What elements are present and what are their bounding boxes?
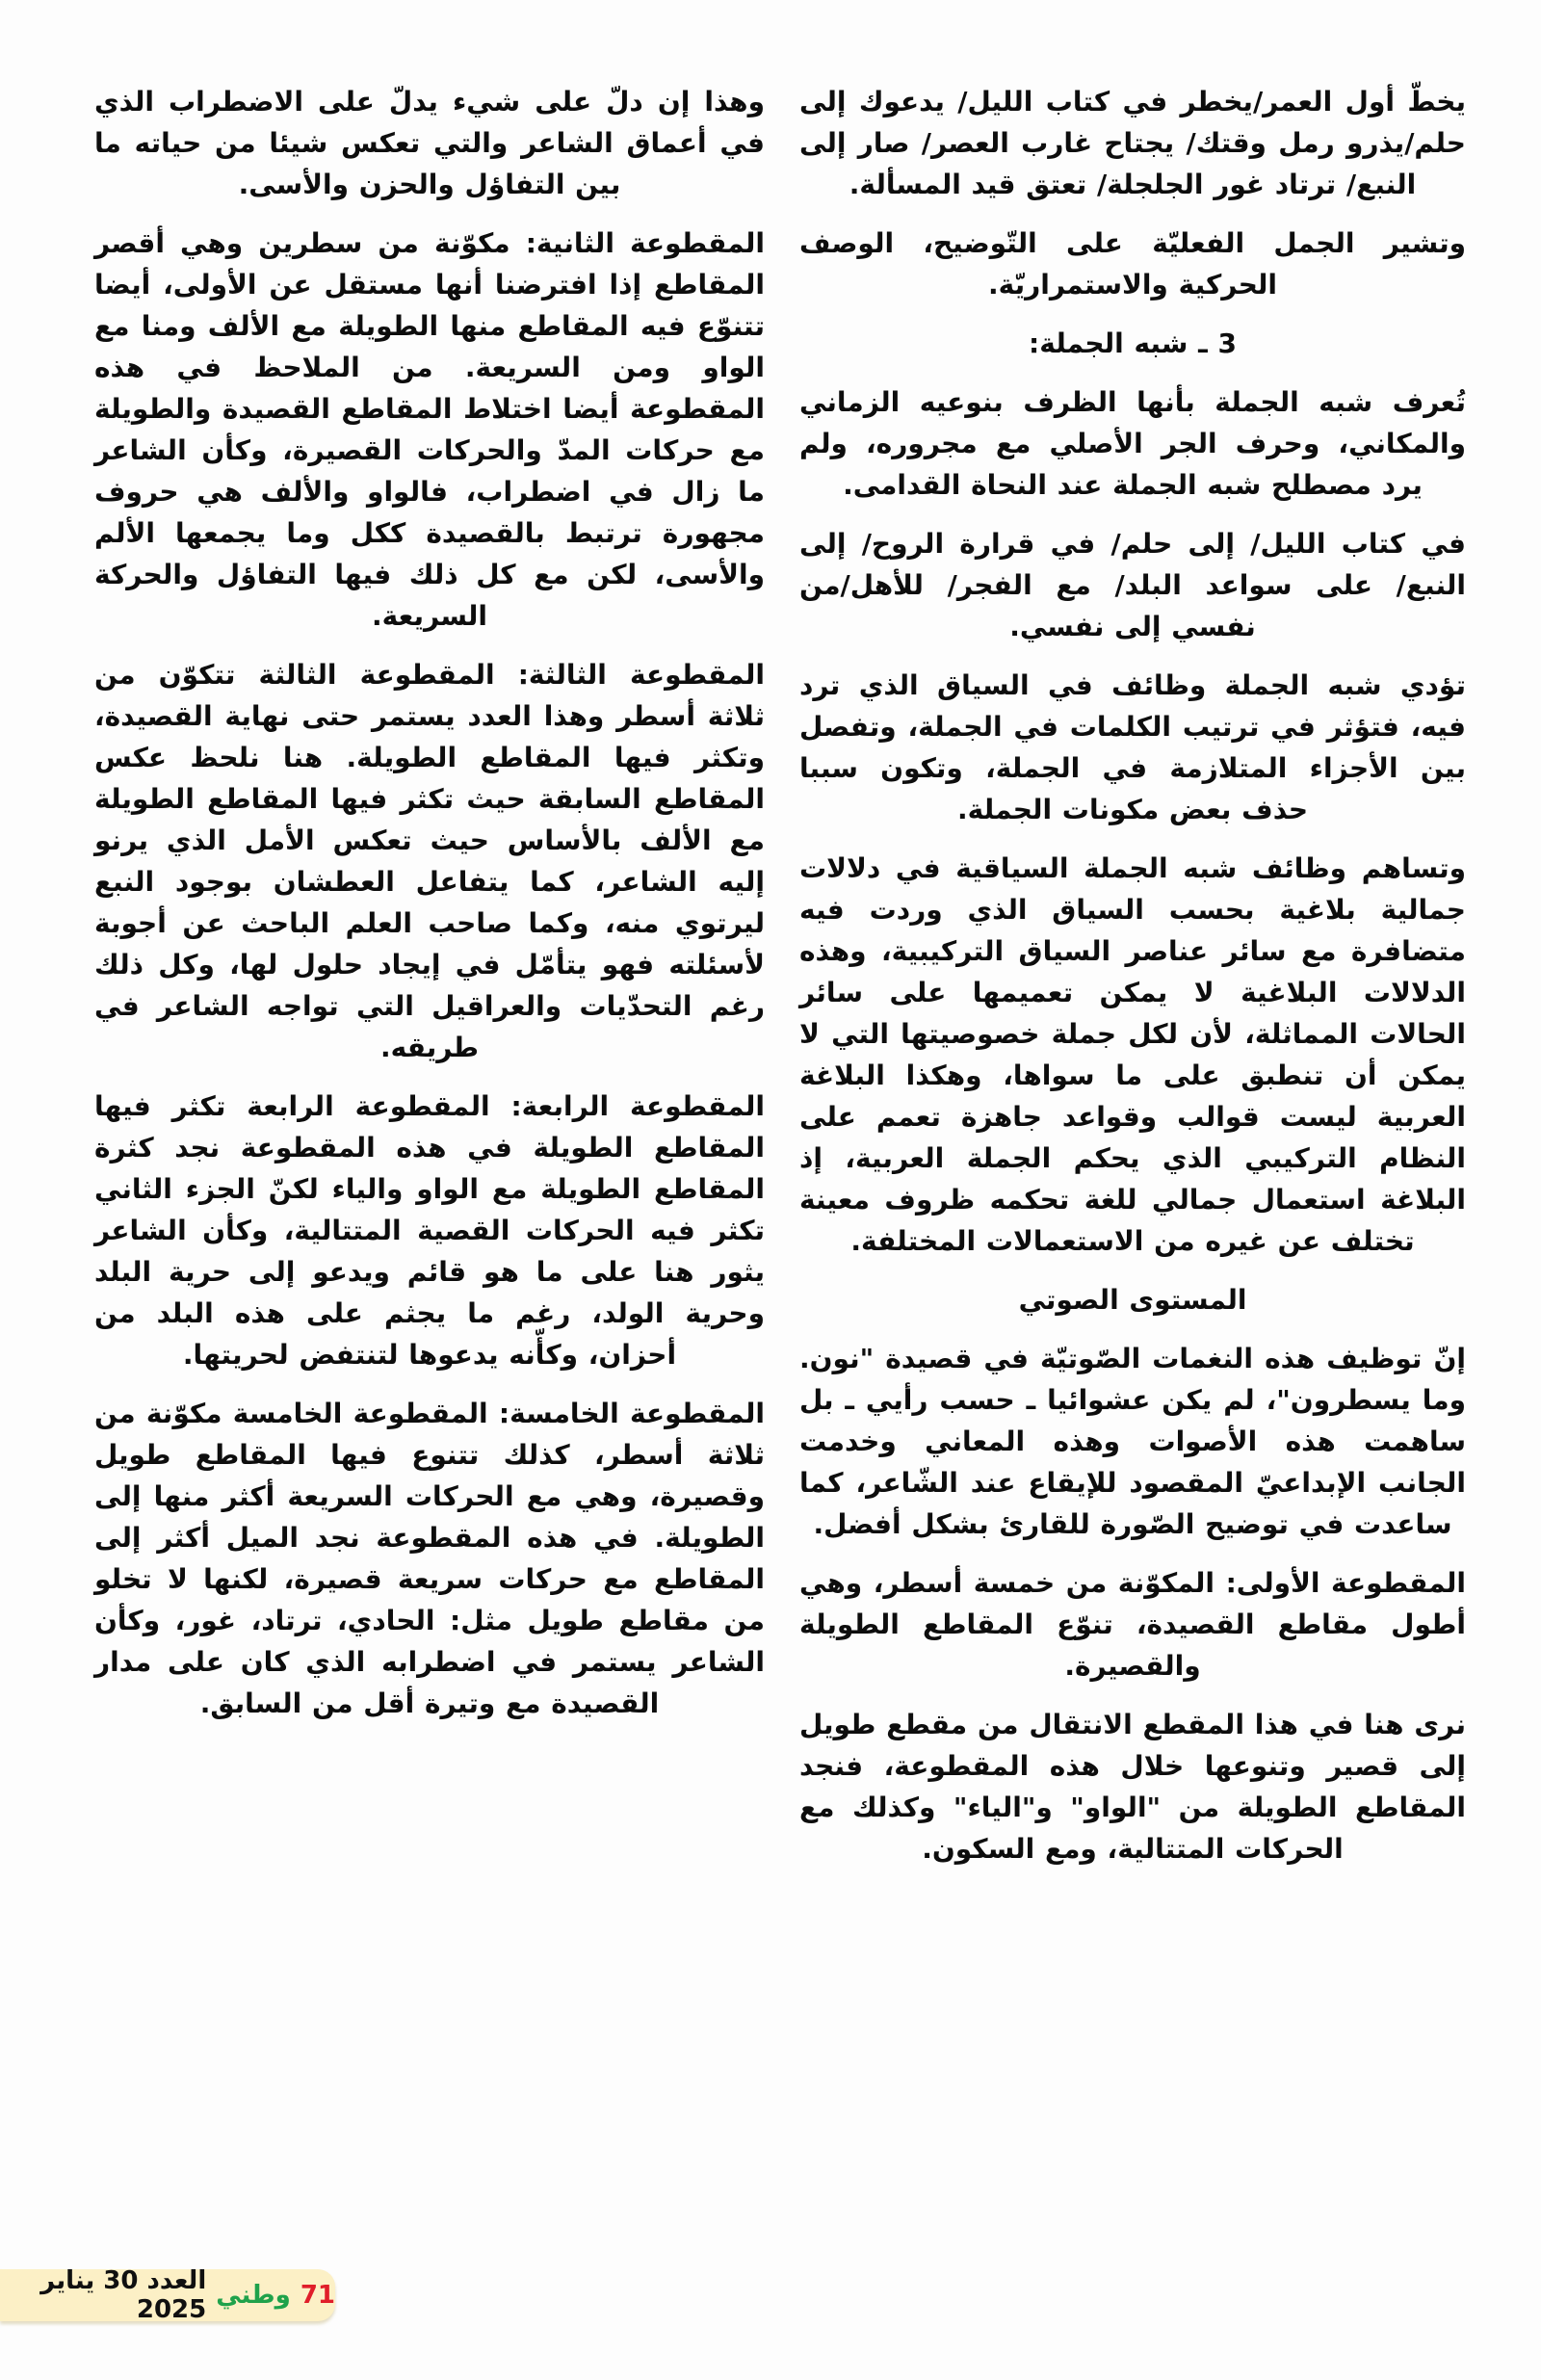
issue-date-label: العدد 30 يناير 2025 [40, 2266, 207, 2324]
paragraph: تُعرف شبه الجملة بأنها الظرف بنوعيه الزماني والمكاني، وحرف الجر الأصلي مع مجروره، ولم يرد مصطلح شبه الجملة عند النحاة القدامى. [799, 386, 1466, 501]
paragraph: إنّ توظيف هذه النغمات الصّوتيّة في قصيدة "نون. وما يسطرون"، لم يكن عشوائيا ـ حسب رأيي ـ بل ساهمت هذه الأصوات وهذه المعاني وخدمت الجانب الإبداعيّ المقصود للإيقاع عند الشّاعر، كما ساعدت في توضيح الصّورة للقارئ بشكل أفضل. [799, 1343, 1466, 1540]
column-left [94, 81, 765, 1887]
paragraph: المقطوعة الأولى: المكوّنة من خمسة أسطر، وهي أطول مقاطع القصيدة، تنوّع المقاطع الطويلة والقصيرة. [799, 1567, 1466, 1682]
paragraph: المقطوعة الرابعة: المقطوعة الرابعة تكثر فيها المقاطع الطويلة في هذه المقطوعة نجد كثرة المقاطع الطويلة مع الواو والياء لكنّ الجزء الثاني تكثر فيه الحركات القصية المتتالية، وكأن الشاعر يثور هنا على ما هو قائم ويدعو إلى حرية البلد وحرية الولد، رغم ما يجثم على هذه البلد من أحزان، وكأّنه يدعوها لتنتفض لحريتها. [94, 1090, 765, 1371]
page-footer [0, 2266, 335, 2324]
paragraph: وتساهم وظائف شبه الجملة السياقية في دلالات جمالية بلاغية بحسب السياق الذي وردت فيه متضافرة مع سائر عناصر السياق التركيبية، وهذه الدلالات البلاغية لا يمكن تعميمها على سائر الحالات المماثلة، لأن لكل جملة خصوصيتها التي لا يمكن أن تنطبق على ما سواها، وهكذا البلاغة العربية ليست قوالب وقواعد جاهزة تعمم على النظام التركيبي الذي يحكم الجملة العربية، إذ البلاغة استعمال جمالي للغة تحكمه ظروف معينة تختلف عن غيره من الاستعمالات المختلفة. [799, 852, 1466, 1257]
paragraph: المقطوعة الثالثة: المقطوعة الثالثة تتكوّن من ثلاثة أسطر وهذا العدد يستمر حتى نهاية القصيدة، وتكثر فيها المقاطع الطويلة. هنا نلحظ عكس المقاطع السابقة حيث تكثر فيها المقاطع الطويلة مع الألف بالأساس حيث تعكس الأمل الذي يرنو إليه الشاعر، كما يتفاعل العطشان بوجود النبع ليرتوي منه، وكما صاحب العلم الباحث عن أجوبة لأسئلته فهو يتأمّل في إيجاد حلول لها، وكل ذلك رغم التحدّيات والعراقيل التي تواجه الشاعر في طريقه. [94, 659, 765, 1063]
paragraph: وتشير الجمل الفعليّة على التّوضيح، الوصف الحركية والاستمراريّة. [799, 227, 1466, 301]
paragraph: يخطّ أول العمر/يخطر في كتاب الليل/ يدعوك إلى حلم/يذرو رمل وقتك/ يجتاح غارب العصر/ صار إلى النبع/ ترتاد غور الجلجلة/ تعتق قيد المسألة. [799, 86, 1466, 200]
paragraph: نرى هنا في هذا المقطع الانتقال من مقطع طويل إلى قصير وتنوعها خلال هذه المقطوعة، فنجد المقاطع الطويلة من "الواو" و"الياء" وكذلك مع الحركات المتتالية، ومع السكون. [799, 1709, 1466, 1865]
column-right [799, 81, 1466, 1887]
page-number: 71 [300, 2281, 335, 2310]
paragraph: وهذا إن دلّ على شيء يدلّ على الاضطراب الذي في أعماق الشاعر والتي تعكس شيئا من حياته ما بين التفاؤل والحزن والأسى. [94, 86, 765, 200]
paragraph: المقطوعة الثانية: مكوّنة من سطرين وهي أقصر المقاطع إذا افترضنا أنها مستقل عن الأولى، أيضا تتنوّع فيه المقاطع منها الطويلة مع الألف ومنا مع الواو ومن السريعة. من الملاحظ في هذه المقطوعة أيضا اختلاط المقاطع القصيدة والطويلة مع حركات المدّ والحركات القصيرة، وكأن الشاعر ما زال في اضطراب، فالواو والألف هي حروف مجهورة ترتبط بالقصيدة ككل وما يجمعها الألم والأسى، لكن مع كل ذلك فيها التفاؤل والحركة السريعة. [94, 227, 765, 632]
magazine-name: وطني [216, 2281, 291, 2310]
paragraph: تؤدي شبه الجملة وظائف في السياق الذي ترد فيه، فتؤثر في ترتيب الكلمات في الجملة، وتفصل بين الأجزاء المتلازمة في الجملة، وتكون سببا حذف بعض مكونات الجملة. [799, 669, 1466, 825]
section-heading: 3 ـ شبه الجملة: [1029, 327, 1237, 359]
paragraph: في كتاب الليل/ إلى حلم/ في قرارة الروح/ إلى النبع/ على سواعد البلد/ مع الفجر/ للأهل/من نفسي إلى نفسي. [799, 528, 1466, 642]
paragraph: المقطوعة الخامسة: المقطوعة الخامسة مكوّنة من ثلاثة أسطر، كذلك تتنوع فيها المقاطع طويل وقصيرة، وهي مع الحركات السريعة أكثر منها إلى الطويلة. في هذه المقطوعة نجد الميل أكثر إلى المقاطع مع حركات سريعة قصيرة، لكنها لا تخلو من مقاطع طويل مثل: الحادي، ترتاد، غور، وكأن الشاعر يستمر في اضطرابه الذي كان على مدار القصيدة مع وتيرة أقل من السابق. [94, 1398, 765, 1719]
section-heading: المستوى الصوتي [1018, 1284, 1247, 1316]
